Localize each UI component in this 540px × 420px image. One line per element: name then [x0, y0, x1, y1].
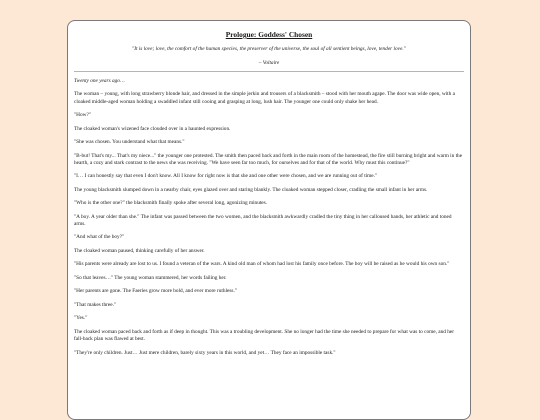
story-paragraph: The young blacksmith slumped down in a nearby chair, eyes glazed over and staring blankly. The cloaked woman stepped closer, cradling the small infant in her arms.	[74, 186, 428, 193]
story-paragraph: "Who is the other one?" the blacksmith finally spoke after several long, agonizing minutes.	[74, 200, 268, 207]
epigraph-quote: "It is love; love, the comfort of the human species, the preserver of the universe, the soul of all sentient beings, love, tender love."	[132, 46, 406, 52]
story-paragraph: The cloaked woman paused, thinking carefully of her answer.	[74, 247, 205, 254]
story-paragraph: "So that leaves…" The young woman stammered, her words failing her.	[74, 274, 227, 281]
chapter-page	[67, 20, 471, 420]
story-paragraph: Twenty one years ago…	[74, 77, 125, 84]
epigraph-attribution: – Voltaire	[258, 59, 280, 66]
story-paragraph: "Her parents are gone. The Faeries grow more bold, and ever more ruthless."	[74, 288, 237, 295]
story-paragraph: "His parents were already are lost to us. I found a veteran of the wars. A kind old man of whom had lost his family once before. The boy will be raised as he would his own son."	[74, 261, 450, 268]
story-paragraph: "She was chosen. You understand what that means."	[74, 139, 185, 146]
story-paragraph: The cloaked woman's wizened face clouded over in a haunted expression.	[74, 125, 231, 132]
story-paragraph: "How?"	[74, 112, 91, 119]
section-divider	[74, 71, 464, 72]
story-paragraph: "B-but! That's my... That's my niece..." the younger one protested. The smith then paced back and forth in the main room of the homestead, the fire still burning bright and warm in the hearth, a cozy and stark contrast to the news she was receiving. "We have seen far too much, for ourselves and for that of the world. Why must this continue?"	[74, 152, 463, 166]
story-paragraph: The cloaked woman paced back and forth as if deep in thought. This was a troubling development. She no longer had the time she needed to prepare for what was to come, and her fall-back plan was flawed at best.	[74, 328, 454, 343]
story-paragraph: "And what of the boy?"	[74, 234, 125, 241]
story-paragraph: "Yes."	[74, 315, 88, 322]
story-body	[74, 78, 464, 357]
chapter-title: Prologue: Goddess' Chosen	[225, 30, 313, 39]
story-paragraph: "That makes three."	[74, 301, 117, 308]
story-paragraph: "They're only children. Just… Just mere children, barely sixty years in this world, and yet… They face an impossible task."	[74, 349, 336, 356]
story-paragraph: The woman – young, with long strawberry blonde hair, and dressed in the simple jerkin and trousers of a blacksmith – stood with her mouth agape. The door was wide open, with a cloaked middle-aged woman holding a swaddled infant still cooing and grasping at long, lush hair. The younger one could only shake her head.	[74, 91, 455, 105]
story-paragraph: "I… I can honestly say that even I don't know. All I know for right now is that she and one other were chosen, and we are running out of time."	[74, 173, 378, 180]
story-paragraph: "A boy. A year older than she." The infant was passed between the two women, and the blacksmith awkwardly cradled the tiny thing in her calloused hands, her athletic and toned arms.	[74, 213, 452, 227]
